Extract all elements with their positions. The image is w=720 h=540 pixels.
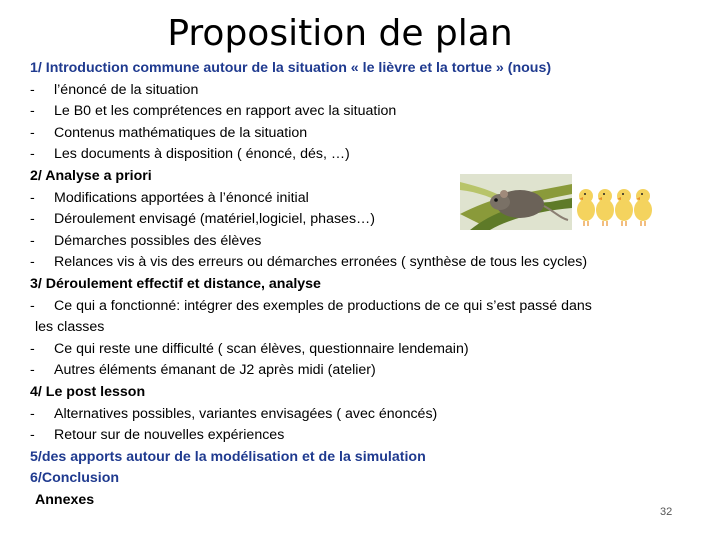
list-item	[30, 123, 710, 145]
section-2-heading: 2/ Analyse a priori	[30, 167, 152, 184]
list-item	[30, 425, 710, 447]
dash-bullet: -	[30, 362, 35, 379]
dash-bullet: -	[30, 81, 35, 98]
dash-bullet: -	[30, 232, 35, 249]
list-item-text: Ce qui a fonctionné: intégrer des exemples de productions de ce qui s’est passé dans	[54, 297, 592, 314]
list-item-text: Modifications apportées à l’énoncé initial	[54, 189, 309, 206]
list-item-text: Relances vis à vis des erreurs ou démarches erronées ( synthèse de tous les cycles)	[54, 254, 588, 271]
dash-bullet: -	[30, 189, 35, 206]
section-4-heading: 4/ Le post lesson	[30, 383, 146, 400]
list-item-text: Autres éléments émanant de J2 après midi (atelier)	[54, 362, 376, 379]
list-item	[30, 80, 710, 102]
list-item-text: Retour sur de nouvelles expériences	[54, 427, 285, 444]
list-item-text: l’énoncé de la situation	[54, 81, 199, 98]
list-item	[30, 360, 710, 382]
list-item-text: Démarches possibles des élèves	[54, 232, 262, 249]
list-item-text: Les documents à disposition ( énoncé, dés, …)	[54, 146, 350, 163]
list-item-text: Contenus mathématiques de la situation	[54, 124, 308, 141]
dash-bullet: -	[30, 340, 35, 357]
dash-bullet: -	[30, 405, 35, 422]
list-item-text: Ce qui reste une difficulté ( scan élèves, questionnaire lendemain)	[54, 340, 469, 357]
list-item	[30, 231, 710, 253]
list-item-continuation: les classes	[35, 319, 105, 336]
mouse-image	[460, 174, 572, 230]
section-1-heading: 1/ Introduction commune autour de la situation « le lièvre et la tortue » (nous)	[30, 60, 552, 76]
list-item	[30, 101, 710, 123]
dash-bullet: -	[30, 124, 35, 141]
list-item	[30, 339, 710, 361]
dash-bullet: -	[30, 254, 35, 271]
list-item	[30, 296, 710, 318]
dash-bullet: -	[30, 211, 35, 228]
list-item	[30, 252, 710, 274]
dash-bullet: -	[30, 146, 35, 163]
list-item-text: Le B0 et les comprétences en rapport avec la situation	[54, 103, 397, 120]
list-item	[30, 144, 710, 166]
annexes-heading: Annexes	[35, 491, 95, 508]
dash-bullet: -	[30, 427, 35, 444]
section-5-heading: 5/des apports autour de la modélisation et de la simulation	[30, 448, 426, 465]
slide-title: Proposition de plan	[167, 13, 513, 54]
plan-content	[30, 58, 710, 511]
list-item-text: Alternatives possibles, variantes envisagées ( avec énoncés)	[54, 405, 438, 422]
dash-bullet: -	[30, 297, 35, 314]
page-number: 32	[660, 506, 673, 518]
section-6-heading: 6/Conclusion	[30, 470, 120, 487]
section-3-heading: 3/ Déroulement effectif et distance, analyse	[30, 275, 321, 292]
dash-bullet: -	[30, 103, 35, 120]
list-item	[30, 404, 710, 426]
list-item-text: Déroulement envisagé (matériel,logiciel, phases…)	[54, 211, 375, 228]
chicks-image	[572, 182, 658, 228]
